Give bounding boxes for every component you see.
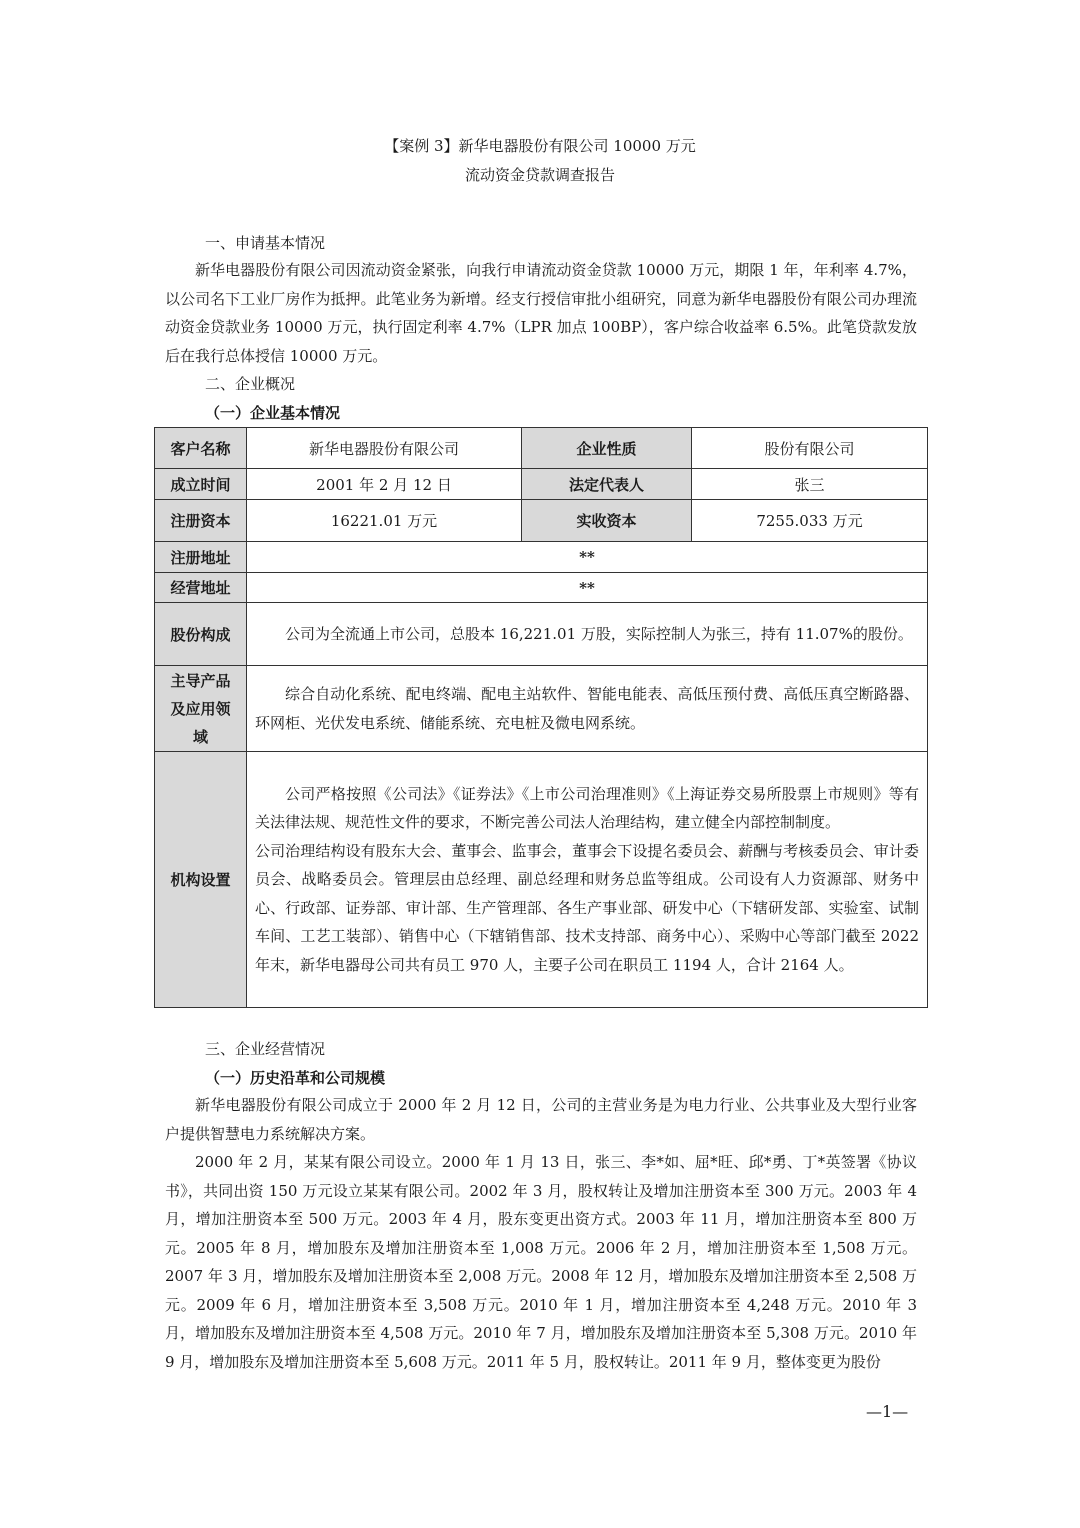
nature-label: 企业性质 xyxy=(522,428,692,469)
report-title-line2: 流动资金贷款调查报告 xyxy=(464,166,615,184)
customer-name-value: 新华电器股份有限公司 xyxy=(247,428,522,469)
section1-paragraph: 新华电器股份有限公司因流动资金紧张，向我行申请流动资金贷款 10000 万元，期限 1 年，年利率 4.7%，以公司名下工业厂房作为抵押。此笔业务为新增。经支行授信审批小组研究，同意为新华电器股份有限公司办理流动资金贷款业务 10000 万元，执行固定利率 4.7%（LPR 加点 100BP），客户综合收益率 6.5%。此笔贷款发放后在我行总体授信 10000 万元。 xyxy=(165,261,917,365)
org-paragraph-2: 公司治理结构设有股东大会、董事会、监事会，董事会下设提名委员会、薪酬与考核委员会、审计委员会、战略委员会。管理层由总经理、副总经理和财务总监等组成。公司设有人力资源部、财务中心、行政部、证券部、审计部、生产管理部、各生产事业部、研发中心（下辖研发部、实验室、试制车间、工艺工装部）、销售中心（下辖销售部、技术支持部、商务中心）、采购中心等部门截至 2022 年末，新华电器母公司共有员工 970 人，主要子公司在职员工 1194 人，合计 2164 人。 xyxy=(255,841,919,974)
products-label-line1: 主导产品 xyxy=(170,671,231,690)
company-info-table xyxy=(154,427,928,1008)
reg-address-value: ** xyxy=(247,542,928,573)
section3-paragraph-1: 新华电器股份有限公司成立于 2000 年 2 月 12 日，公司的主营业务是为电力行业、公共事业及大型行业客户提供智慧电力系统解决方案。 xyxy=(165,1096,917,1143)
products-label-line3: 域 xyxy=(192,727,208,746)
section3-subheading: （一）历史沿革和公司规模 xyxy=(205,1069,386,1087)
nature-value: 股份有限公司 xyxy=(692,428,928,469)
products-label-line2: 及应用领 xyxy=(170,699,231,718)
org-label: 机构设置 xyxy=(155,752,247,1008)
section1-heading: 一、申请基本情况 xyxy=(205,234,326,252)
legal-rep-label: 法定代表人 xyxy=(522,469,692,500)
founded-value: 2001 年 2 月 12 日 xyxy=(247,469,522,500)
reg-address-label: 注册地址 xyxy=(155,542,247,573)
paid-capital-label: 实收资本 xyxy=(522,500,692,542)
section3-paragraph-2: 2000 年 2 月，某某有限公司设立。2000 年 1 月 13 日，张三、李*如、屈*旺、邱*勇、丁*英签署《协议书》，共同出资 150 万元设立某某有限公司。2002 年 3 月，股权转让及增加注册资本至 300 万元。2003 年 4 月，增加注册资本至 500 万元。2003 年 4 月，股东变更出资方式。2003 年 11 月，增加注册资本至 800 万元。2005 年 8 月，增加股东及增加注册资本至 1,008 万元。2006 年 2 月，增加注册资本至 1,508 万元。2007 年 3 月，增加股东及增加注册资本至 2,008 万元。2008 年 12 月，增加股东及增加注册资本至 2,508 万元。2009 年 6 月，增加注册资本至 3,508 万元。2010 年 1 月，增加注册资本至 4,248 万元。2010 年 3 月，增加股东及增加注册资本至 4,508 万元。2010 年 7 月，增加股东及增加注册资本至 5,308 万元。2010 年 9 月，增加股东及增加注册资本至 5,608 万元。2011 年 5 月，股权转让。2011 年 9 月，整体变更为股份 xyxy=(165,1153,917,1371)
reg-capital-label: 注册资本 xyxy=(155,500,247,542)
paid-capital-value: 7255.033 万元 xyxy=(692,500,928,542)
products-label xyxy=(155,666,247,752)
org-paragraph-1: 公司严格按照《公司法》《证券法》《上市公司治理准则》《上海证券交易所股票上市规则》等有关法律法规、规范性文件的要求，不断完善公司法人治理结构，建立健全内部控制制度。 xyxy=(255,784,919,832)
op-address-value: ** xyxy=(247,573,928,603)
op-address-label: 经营地址 xyxy=(155,573,247,603)
products-value: 综合自动化系统、配电终端、配电主站软件、智能电能表、高低压预付费、高低压真空断路器、环网柜、光伏发电系统、储能系统、充电桩及微电网系统。 xyxy=(255,685,919,732)
equity-value: 公司为全流通上市公司，总股本 16,221.01 万股，实际控制人为张三，持有 11.07%的股份。 xyxy=(285,624,913,643)
section3-heading: 三、企业经营情况 xyxy=(205,1040,326,1058)
founded-label: 成立时间 xyxy=(155,469,247,500)
legal-rep-value: 张三 xyxy=(692,469,928,500)
page-number: —1— xyxy=(866,1402,909,1421)
report-title-line1: 【案例 3】新华电器股份有限公司 10000 万元 xyxy=(384,137,696,155)
equity-label: 股份构成 xyxy=(155,603,247,666)
section2-heading: 二、企业概况 xyxy=(205,375,296,393)
customer-name-label: 客户名称 xyxy=(155,428,247,469)
reg-capital-value: 16221.01 万元 xyxy=(247,500,522,542)
section2-subheading: （一）企业基本情况 xyxy=(205,404,341,422)
